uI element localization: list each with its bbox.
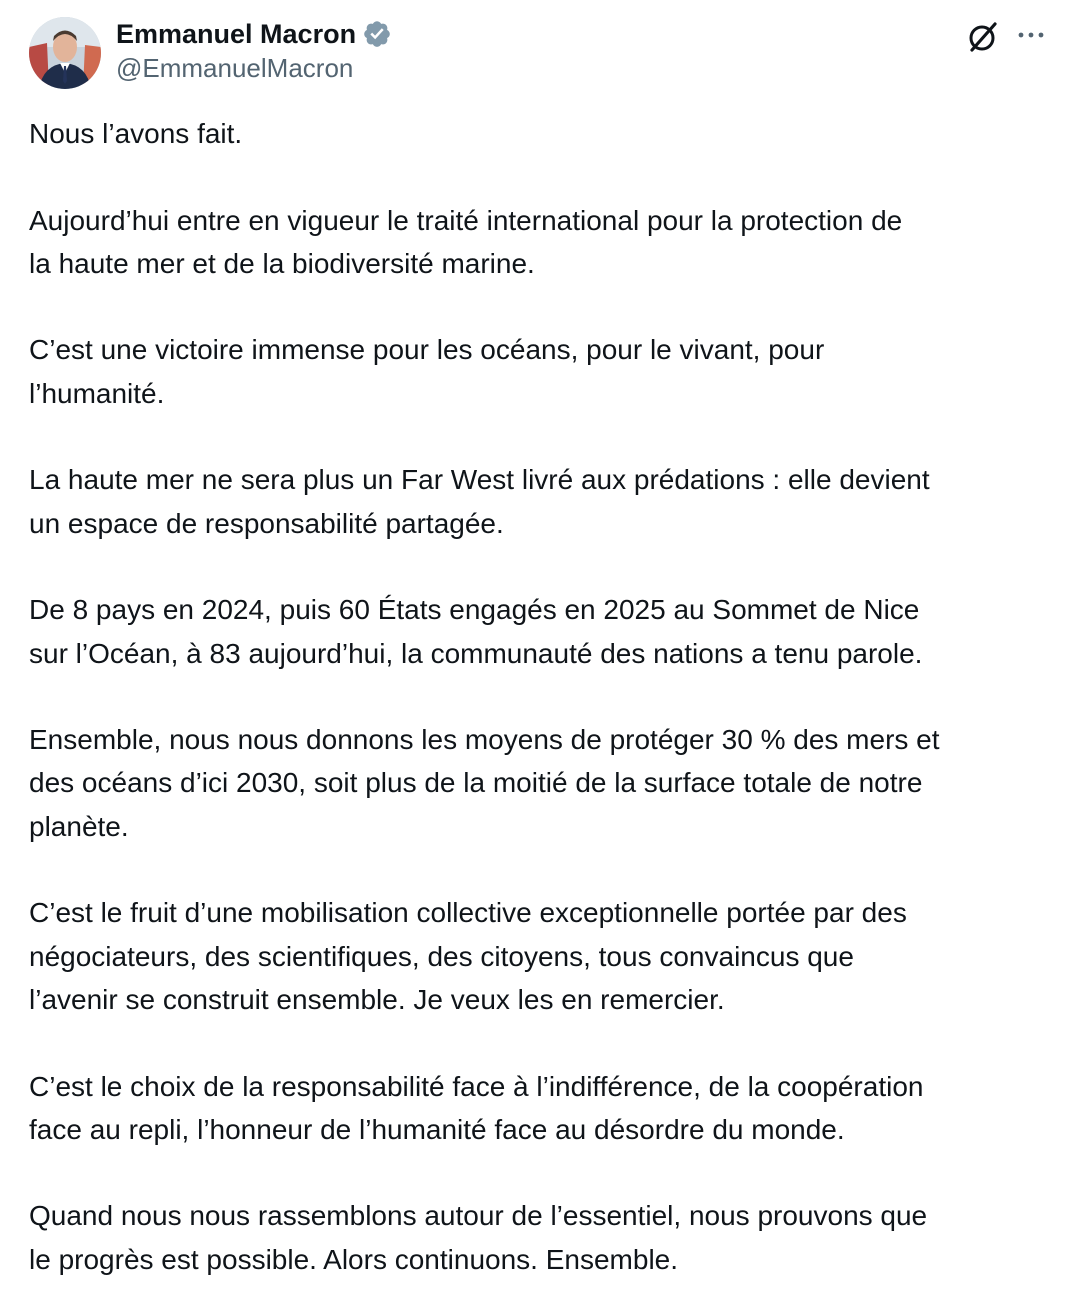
tweet-paragraph: Quand nous nous rassemblons autour de l’essentiel, nous prouvons que le progrès est possible. Alors continuons. Ensemble. <box>29 1200 928 1275</box>
grok-button[interactable] <box>964 18 1002 56</box>
tweet-paragraph: Nous l’avons fait. <box>29 118 243 149</box>
tweet-paragraph: C’est le choix de la responsabilité face à l’indifférence, de la coopération face au repli, l’honneur de l’humanité face au désordre du monde. <box>29 1070 924 1145</box>
tweet-paragraph: De 8 pays en 2024, puis 60 États engagés en 2025 au Sommet de Nice sur l’Océan, à 83 aujourd’hui, la communauté des nations a tenu parole. <box>29 594 923 669</box>
grok-icon <box>964 43 1002 60</box>
author-name-row[interactable] <box>116 17 392 51</box>
more-options-button[interactable] <box>1012 18 1050 56</box>
tweet-text <box>29 112 1054 1281</box>
author-display-name[interactable]: Emmanuel Macron <box>116 18 357 49</box>
tweet-paragraph: Aujourd’hui entre en vigueur le traité international pour la protection de la haute mer et de la biodiversité marine. <box>29 204 903 279</box>
tweet-paragraph: Ensemble, nous nous donnons les moyens de protéger 30 % des mers et des océans d’ici 2030, soit plus de la moitié de la surface totale de notre planète. <box>29 724 940 842</box>
author-handle[interactable]: @EmmanuelMacron <box>116 53 354 83</box>
tweet-paragraph: C’est le fruit d’une mobilisation collective exceptionnelle portée par des négociateurs, des scientifiques, des citoyens, tous convaincus que l’avenir se construit ensemble. Je veux les en remercier. <box>29 897 907 1015</box>
tweet-paragraph: La haute mer ne sera plus un Far West livré aux prédations : elle devient un espace de responsabilité partagée. <box>29 464 930 539</box>
tweet-paragraph: C’est une victoire immense pour les océans, pour le vivant, pour l’humanité. <box>29 334 825 409</box>
more-options-icon <box>1012 43 1050 60</box>
avatar[interactable] <box>29 17 101 89</box>
verified-badge-icon <box>362 19 392 49</box>
